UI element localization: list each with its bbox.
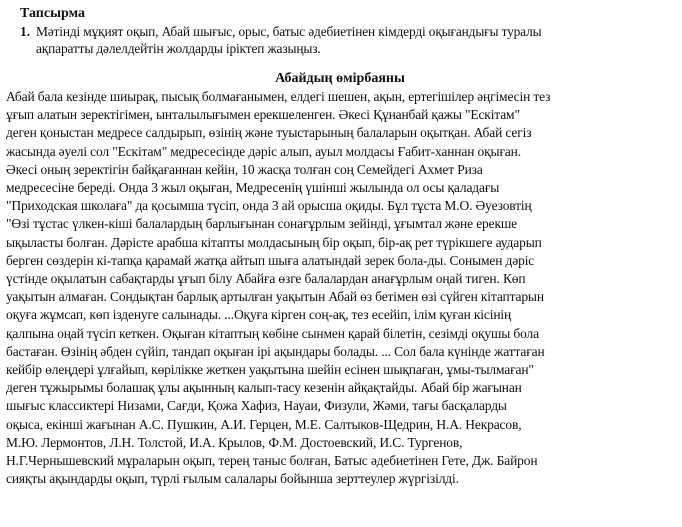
- essay-line: Әкесі оның зеректігін байқағаннан кейін, 10 жасқа толған соң Семейдегі Ахмет Риза: [6, 161, 483, 177]
- task-section: [6, 6, 674, 57]
- task-heading: Тапсырма: [20, 6, 86, 21]
- task-text-line: Мәтінді мұқият оқып, Абай шығыс, орыс, батыс әдебиетінен кімдерді оқығандығы туралы: [36, 24, 542, 39]
- essay-line: үстінде оқылатын сабақтарды ұғып білу Абайға өзге балалардан анағұрлым оңай тиген. Көп: [6, 271, 526, 287]
- essay-line: шығыс классиктері Низами, Сағди, Қожа Хафиз, Науаи, Физули, Жәми, тағы басқаларды: [6, 398, 507, 414]
- task-text-line: ақпаратты дәлелдейтін жолдарды іріктеп жазыңыз.: [36, 41, 321, 56]
- task-text: [36, 23, 674, 57]
- essay-line: уақытын алмаған. Сондықтан барлық артылған уақытын Абай өз бетімен өзі сүйген кітаптарын: [6, 289, 544, 305]
- essay-title: Абайдың өмірбаяны: [275, 71, 405, 86]
- essay-line: Абай бала кезінде шиырақ, пысық болмағанымен, елдегі шешен, ақын, ертегішілер әңгімесін тез: [6, 89, 551, 104]
- essay-line: оқыса, екінші жағынан А.С. Пушкин, А.И. Герцен, М.Е. Салтыков-Щедрин, Н.А. Некрасов,: [6, 416, 522, 432]
- task-number: 1.: [20, 24, 31, 39]
- essay-line: бастаған. Өзінің әбден сүйіп, тандап оқыған ірі ақындары болады. ... Сол бала күнінде жаттаған: [6, 343, 545, 359]
- essay-line: кейбір өлеңдері ұлғайып, көрілікке жеткен уақытына шейін есінен шықпаған, ұмы-тылмаған": [6, 362, 534, 378]
- essay-line: жасында әуелі сол "Ескітам" медресесінде дәріс алып, ауыл молдасы Ғабит-ханнан оқыған.: [6, 143, 521, 159]
- essay-line: берген сөздерін кі-тапқа қарамай жатқа айтып шыға алатындай зерек бола-ды. Сонымен дәріс: [6, 252, 535, 268]
- essay-line: Н.Г.Чернышевский мұраларын оқып, терең таныс болған, Батыс әдебиетінен Гете, Дж. Байрон: [6, 453, 538, 469]
- essay-line: "Приходская школаға" да қосымша түсіп, онда 3 ай орысша оқиды. Бұл тұста М.О. Әуезовтің: [6, 198, 532, 214]
- essay-line: медресесіне береді. Онда 3 жыл оқыған, Медресенің үшінші жылында ол осы қаладағы: [6, 180, 500, 196]
- essay-line: М.Ю. Лермонтов, Л.Н. Толстой, И.А. Крылов, Ф.М. Достоевский, И.С. Тургенов,: [6, 434, 463, 450]
- essay-line: ықыласты болған. Дәрісте арабша кітапты молдасының бір оқып, бір-ақ рет түрікшеге аударып: [6, 234, 542, 250]
- essay-body: [6, 88, 674, 488]
- essay-section: [6, 71, 674, 488]
- essay-line: қалпына оңай түсіп кеткен. Оқыған кітаптың көбіне сынмен қарай білетін, сезімді оқушы бола: [6, 325, 539, 341]
- essay-line: сияқты ақындарды оқып, түрлі ғылым салалары бойынша зерттеулер жүргізілді.: [6, 471, 459, 487]
- essay-line: деген қоныстан медресе салдырып, өзінің және туыстарының балаларын оқытқан. Абай сегіз: [6, 125, 532, 141]
- essay-line: "Өзі тұстас үлкен-кіші балалардың барлығынан сонағұрлым зейінді, ұғымтал және ерекше: [6, 216, 517, 232]
- essay-line: деген тұжырымы болашақ ұлы ақынның калып-тасу кезенін айқақтайды. Абай бір жағынан: [6, 380, 522, 396]
- essay-line: оқуға жұмсап, көп ізденуге салынады. ...Оқуға кірген соң-ақ, тез есейіп, ілім қуған кісінің: [6, 307, 512, 323]
- task-item: [20, 23, 674, 57]
- essay-line: ұғып алатын зеректігімен, ынталылығымен ерекшеленген. Әкесі Құнанбай қажы "Ескітам": [6, 107, 520, 123]
